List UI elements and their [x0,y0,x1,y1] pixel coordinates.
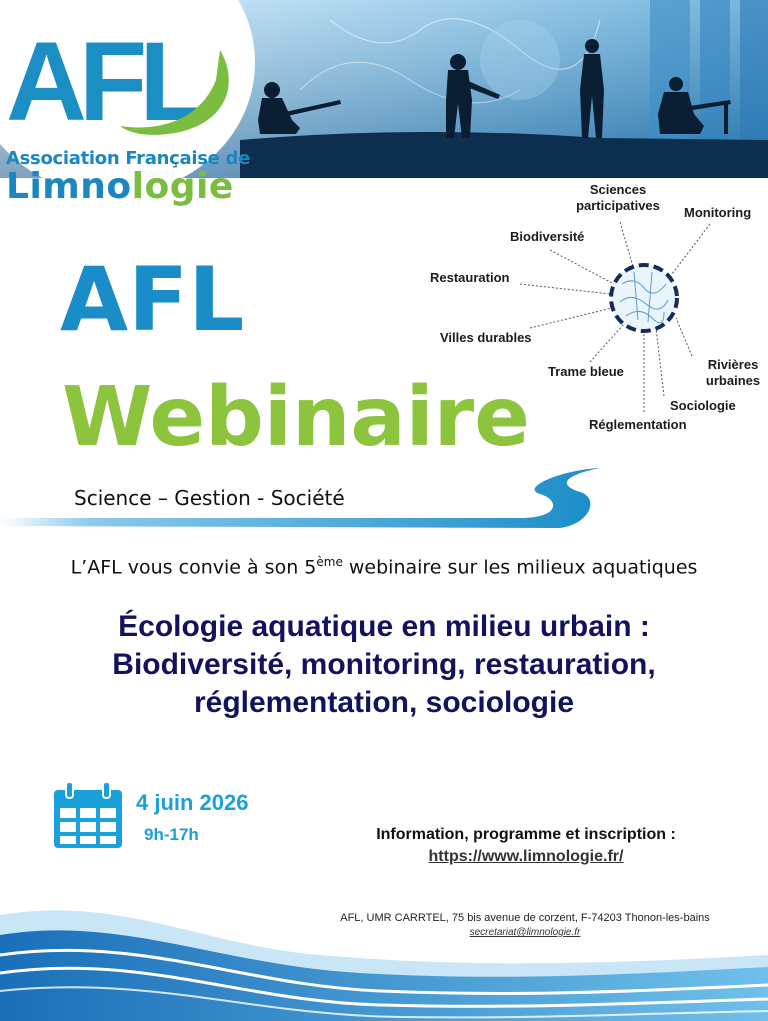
subject-line-3: réglementation, sociologie [193,686,575,719]
intro-text [0,555,768,578]
postal-address: AFL, UMR CARRTEL, 75 bis avenue de corzent, F-74203 Thonon-les-bains [340,912,710,924]
topic-biodiversite: Biodiversité [510,229,585,244]
calendar-icon [52,780,124,850]
title-webinaire: Webinaire [62,370,530,465]
logo-limnologie-text [6,166,234,207]
event-date: 4 juin 2026 [136,790,249,815]
logo-swoosh [120,40,240,150]
logo-association-text: Association Française de [6,148,250,169]
event-time: 9h-17h [144,825,199,844]
info-label: Information, programme et inscription : [376,826,676,843]
website-link[interactable]: https://www.limnologie.fr/ [428,848,624,865]
intro-before: L’AFL vous convie à son 5 [70,556,317,579]
topic-rivieres-urbaines: Rivières urbaines [705,357,761,388]
topic-villes-durables: Villes durables [440,330,532,345]
intro-superscript: ème [316,555,343,569]
title-afl: AFL [60,248,245,351]
topic-restauration: Restauration [430,270,510,285]
webinar-subject [0,608,768,722]
topic-trame-bleue: Trame bleue [548,364,624,379]
topic-sciences-participatives: Sciences participatives [576,182,660,213]
topic-sociologie: Sociologie [670,398,736,413]
subject-line-1: Écologie aquatique en milieu urbain : [118,610,650,643]
tagline: Science – Gestion - Société [74,486,345,510]
subject-line-2: Biodiversité, monitoring, restauration, [112,648,656,681]
email-link[interactable]: secretariat@limnologie.fr [469,927,581,938]
topic-reglementation: Réglementation [589,417,687,432]
intro-after: webinaire sur les milieux aquatiques [342,556,698,579]
logo-limno-part: Limno [6,166,132,207]
logo-logie-part: logie [131,166,234,207]
topic-monitoring: Monitoring [684,205,752,220]
logo-letters: AFL [6,19,200,144]
